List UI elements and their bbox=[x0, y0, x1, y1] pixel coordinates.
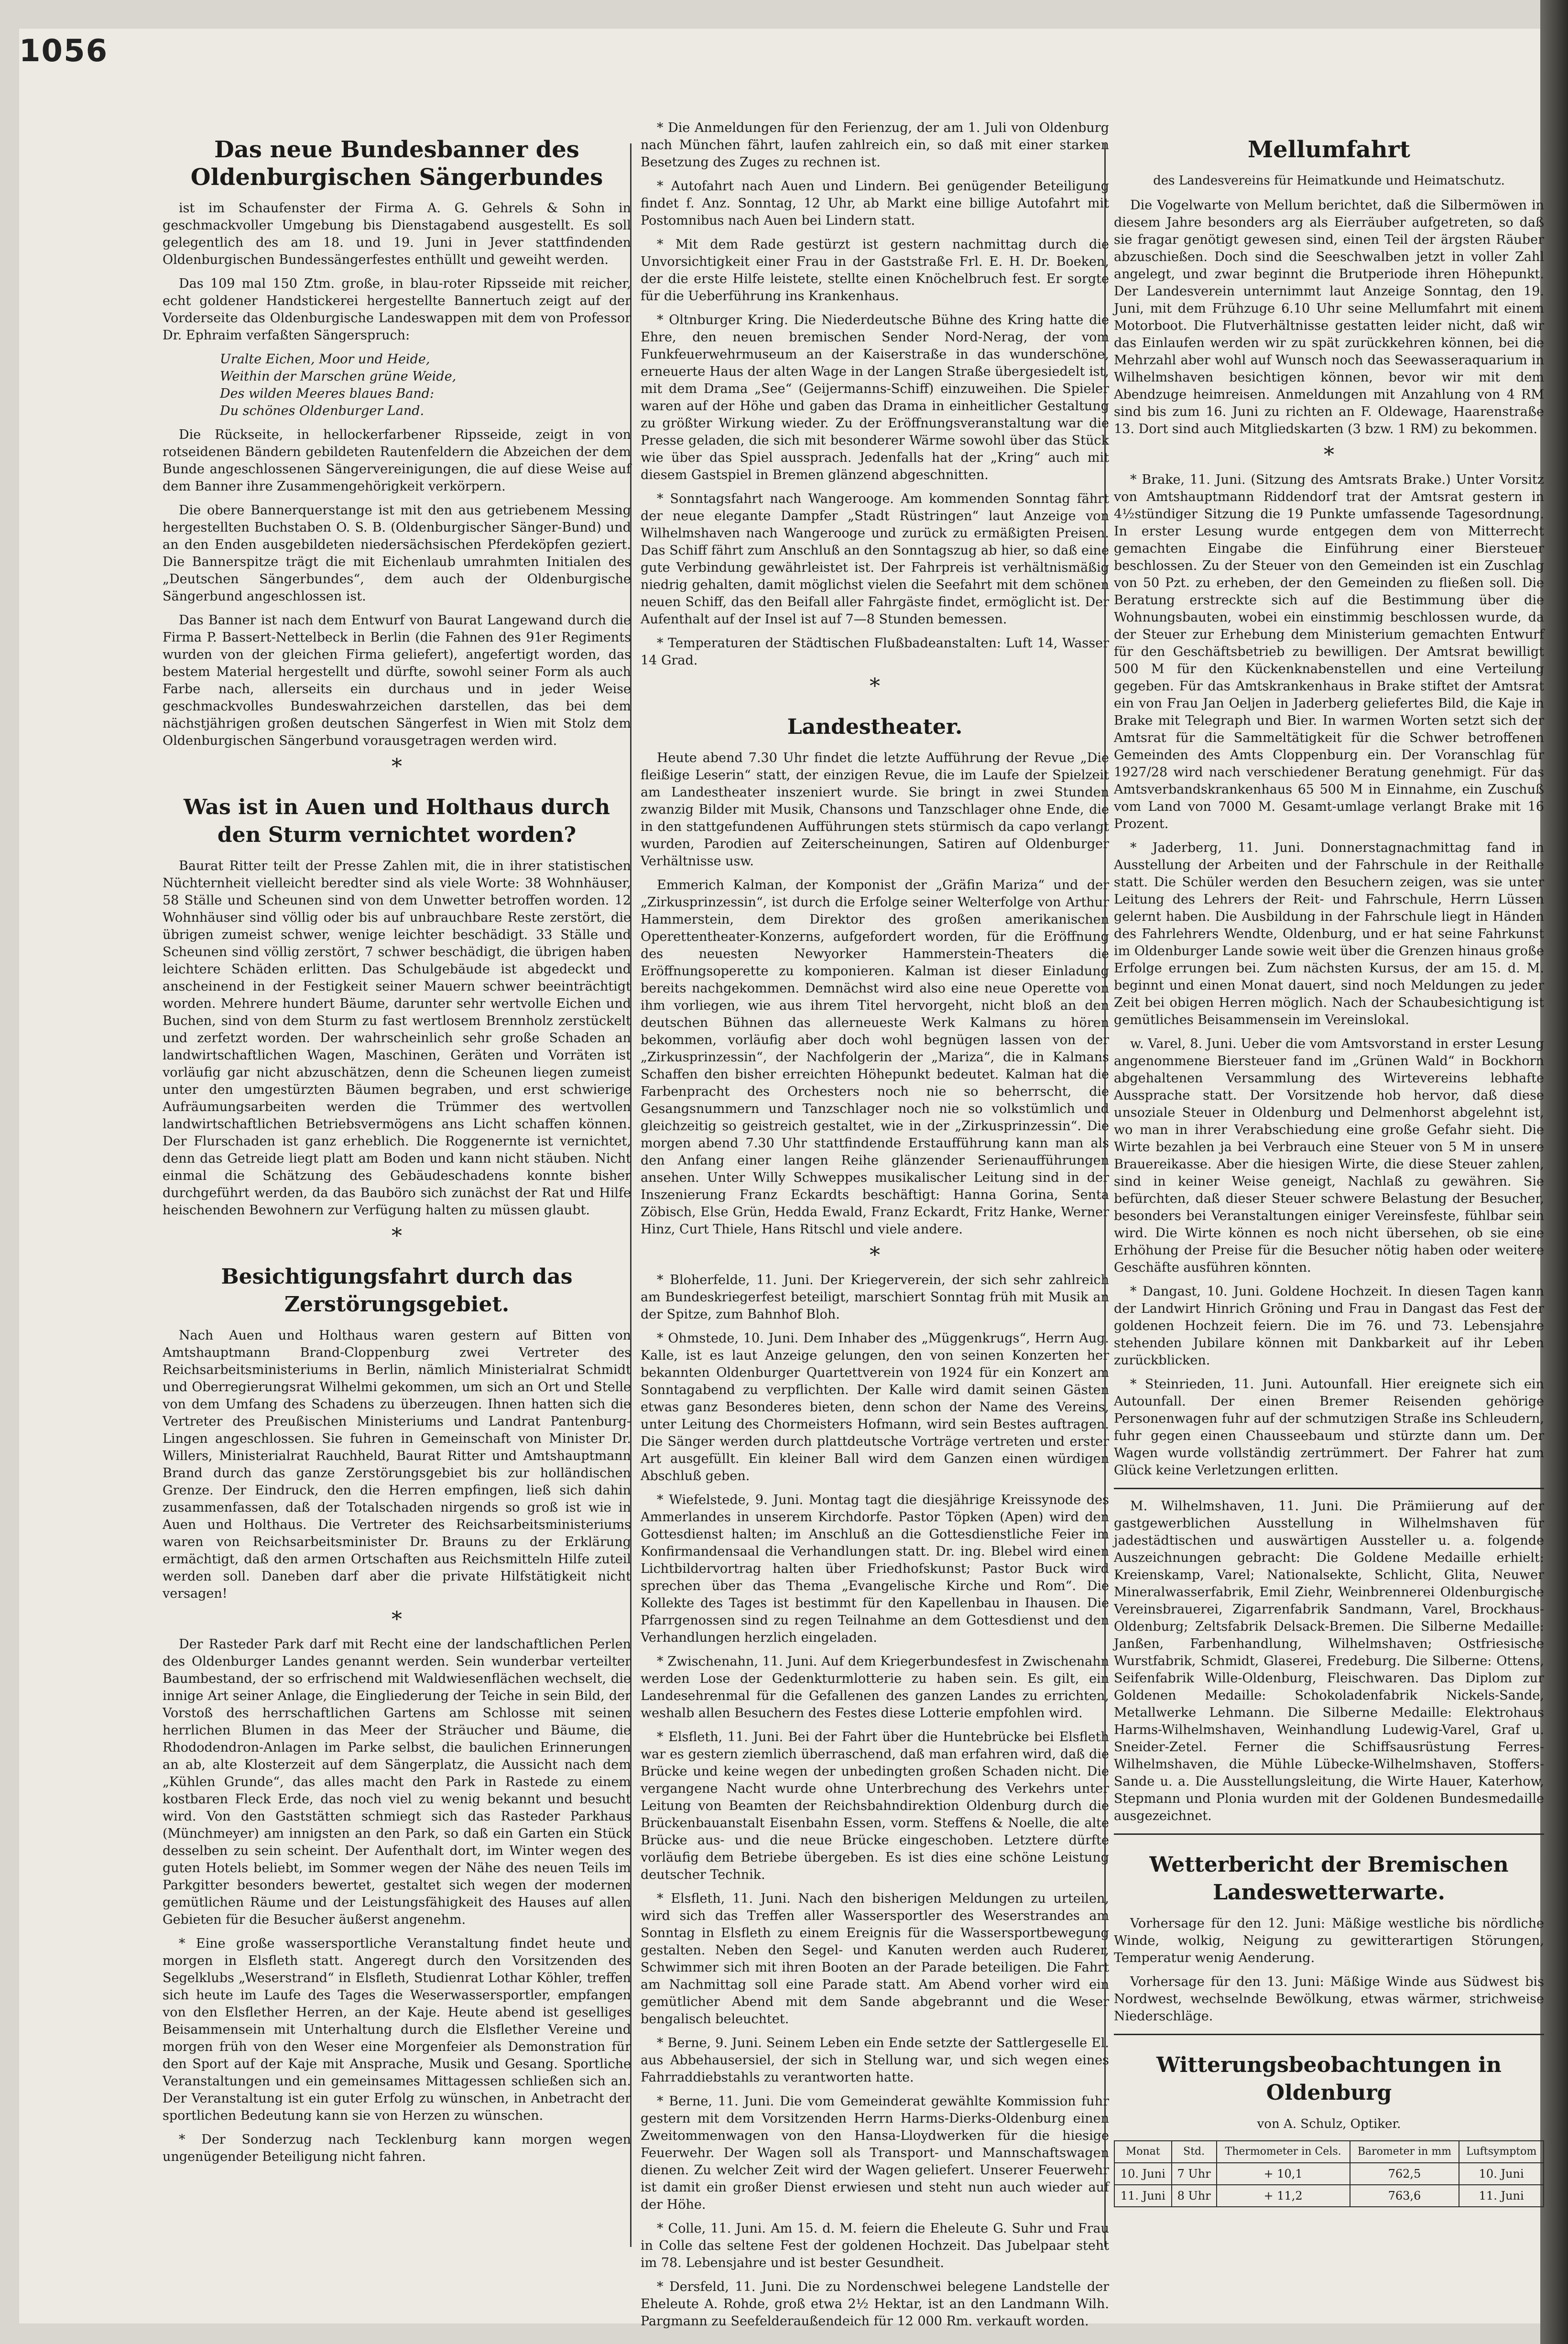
article-paragraph: Heute abend 7.30 Uhr findet die letzte Aufführung der Revue „Die fleißige Leserin“ statt, der einzigen Revue, die im Laufe der Spielzeit am Landestheater inszeniert wurde. Sie bringt in zwei Stunden zwanzig Bilder mit Musik, Chansons und Tanzschlager ohne Ende, die in den stattgefundenen Aufführungen stets stürmisch da capo verlangt wurden, Parodien auf Zeiterscheinungen, Satiren auf Oldenburger Verhältnisse usw. bbox=[641, 751, 1109, 869]
news-item: * Elsfleth, 11. Juni. Bei der Fahrt über die Huntebrücke bei Elsfleth war es gestern ziemlich überraschend, daß man erfahren wird, daß die Brücke und keine wegen der unbedingten großen Schaden nicht. Die vergangene Nacht wurde ohne Unterbrechung des Verkehrs unter Leitung von Beamten der Reichsbahndirektion Oldenburg durch die Brückenbauanstalt Eisenbahn Essen, vorm. Steffens & Noelle, die alte Brücke aus- und die neue Brücke eingeschoben. Letztere dürfte vorläufig dem Betriebe übergeben. Es ist dies eine schöne Leistung deutscher Technik. bbox=[641, 1730, 1109, 1882]
separator-star: * bbox=[870, 1243, 880, 1267]
separator-star: * bbox=[392, 1607, 402, 1632]
scan-edge bbox=[1540, 0, 1568, 2344]
headline-auen-holthaus: Was ist in Auen und Holthaus durch den Sturm vernichtet worden? bbox=[183, 795, 610, 847]
article-paragraph: Emmerich Kalman, der Komponist der „Gräfin Mariza“ und der „Zirkusprinzessin“, ist durch die Erfolge seiner Welterfolge von Arthur Hammerstein, dem Direktor des großen amerikanischen Operettentheater-Konzerns, aufgefordert worden, für die Eröffnung des neuesten Newyorker Hammerstein-Theaters die Eröffnungsoperette zu komponieren. Kalman ist dieser Einladung bereits nachgekommen. Demnächst wird also eine neue Operette von ihm vorliegen, wie aus ihrem Titel hervorgeht, nicht bloß an den deutschen Bühnen das allerneueste Werk Kalmans zu hören bekommen, vorläufig aber doch wohl begnügen lassen von der „Zirkusprinzessin“, der Nachfolgerin der „Mariza“, die in Kalmans Schaffen den bisher erreichten Höhepunkt bedeutet. Kalman hat die Farbenpracht des Orchesters noch nie so beherrscht, die Gesangsnummern und Tanzschlager noch nie so volkstümlich und gleichzeitig so geistreich gestaltet, wie in der „Zirkusprinzessin“. Die morgen abend 7.30 Uhr stattfindende Erstaufführung kann man als den Anfang einer langen Reihe glänzender Serienaufführungen ansehen. Unter Willy Schweppes musikalischer Leitung sind in der Inszenierung Franz Eckardts beschäftigt: Hanna Gorina, Senta Zöbisch, Else Grün, Hedda Ewald, Franz Eckardt, Fritz Hanke, Werner Hinz, Curt Thiele, Hans Ritschl und viele andere. bbox=[641, 878, 1109, 1237]
news-item: * Berne, 11. Juni. Die vom Gemeinderat gewählte Kommission fuhr gestern mit dem Vorsitzenden Herrn Harms-Dierks-Oldenburg einen Zweitommenwagen von den Hansa-Lloydwerken für die hiesige Feuerwehr. Der Wagen soll als Transport- und Mannschaftswagen dienen. Zu welcher Zeit wird der Wagen geliefert. Unserer Feuerwehr ist damit ein großer Dienst erwiesen und steht nun auch wieder auf der Höhe. bbox=[641, 2094, 1109, 2212]
column-2 bbox=[641, 120, 1109, 2337]
table-header: Luftsymptom bbox=[1459, 2141, 1544, 2163]
table-cell: 762,5 bbox=[1350, 2163, 1459, 2185]
headline-besichtigungsfahrt: Besichtigungsfahrt durch das Zerstörungsgebiet. bbox=[221, 1265, 573, 1317]
table-header: Monat bbox=[1114, 2141, 1172, 2163]
forecast-paragraph: Vorhersage für den 13. Juni: Mäßige Winde aus Südwest bis Nordwest, wechselnde Bewölkung, etwas wärmer, strichweise Niederschläge. bbox=[1114, 1974, 1544, 2024]
forecast-paragraph: Vorhersage für den 12. Juni: Mäßige westliche bis nördliche Winde, wolkig, Neigung zu gewitterartigen Störungen, Temperatur wenig Aenderung. bbox=[1114, 1916, 1544, 1965]
table-header: Std. bbox=[1172, 2141, 1217, 2163]
weather-table bbox=[1114, 2140, 1544, 2207]
headline-witterungsbeobachtungen: Witterungsbeobachtungen in Oldenburg bbox=[1156, 2053, 1502, 2105]
table-cell: 11. Juni bbox=[1114, 2185, 1172, 2207]
news-item: * Mit dem Rade gestürzt ist gestern nachmittag durch die Unvorsichtigkeit einer Frau in der Gaststraße Frl. E. H. Dr. Boeken, der die erste Hilfe leistete, stellte einen Knöchelbruch fest. Er sorgte für die Ueberführung ins Krankenhaus. bbox=[641, 237, 1109, 304]
article-paragraph: Die Vogelwarte von Mellum berichtet, daß die Silbermöwen in diesem Jahre besonders arg als Eierräuber aufgetreten, so daß sie fragar genötigt gewesen sind, einen Teil der ärgsten Räuber abzuschießen. Doch sind die Seeschwalben jetzt in voller Zahl angelegt, und zwar beginnt die Brutperiode ihren Höhepunkt. Der Landesverein unternimmt laut Anzeige Sonntag, den 19. Juni, mit dem Frühzuge 6.10 Uhr seine Mellumfahrt mit einem Motorboot. Die Flutverhältnisse gestatten leider nicht, daß wir das Einlaufen werden wir zu spät zurückkehren können, bei die Mehrzahl aber wohl auf Wunsch noch das Seewasseraquarium in Wilhelmshaven besichtigen können, bevor wir mit dem Abendzuge heimreisen. Anmeldungen mit Anzahlung von 4 RM sind bis zum 16. Juni zu richten an F. Oldewage, Haarenstraße 13. Dort sind auch Mitgliedskarten (3 bzw. 1 RM) zu bekommen. bbox=[1114, 198, 1544, 436]
article-paragraph: Das 109 mal 150 Ztm. große, in blau-roter Ripsseide mit reicher, echt goldener Handstickerei hergestellte Bannertuch zeigt auf der Vorderseite das Oldenburgische Landeswappen mit dem von Professor Dr. Ephraim verfaßten Sängerspruch: bbox=[163, 276, 631, 343]
divider bbox=[1114, 1833, 1544, 1835]
news-item: M. Wilhelmshaven, 11. Juni. Die Prämiierung auf der gastgewerblichen Ausstellung in Wilhelmshaven für jadestädtischen und auswärtigen Aussteller u. a. folgende Auszeichnungen gebracht: Die Goldene Medaille erhielt: Kreienskamp, Varel; Nationalsekte, Schlicht, Glita, Neuwer Mineralwasserfabrik, Emil Ziehr, Weinbrennerei Oldenburgische Vereinsbrauerei, Zigarrenfabrik Sandmann, Varel, Brockhaus-Oldenburg; Zeltsfabrik Delsack-Bremen. Die Silberne Medaille: Janßen, Farbenhandlung, Wilhelmshaven; Ostfriesische Wurstfabrik, Schmidt, Glaserei, Fredeburg. Die Silberne: Ottens, Seifenfabrik Wille-Oldenburg, Fleischwaren. Das Diplom zur Goldenen Medaille: Schokoladenfabrik Nickels-Sande, Metallwerke Lehmann. Die Silberne Medaille: Elektrohaus Harms-Wilhelmshaven, Weinhandlung Ludewig-Varel, Graf u. Sneider-Zetel. Ferner die Schiffsausrüstung Ferres-Wilhelmshaven, die Mühle Lübecke-Wilhelmshaven, Stoffers-Sande u. a. Die Ausstellungsleitung, die Wirte Hauer, Katerhow, Stepmann und Plonia wurden mit der Goldenen Bundesmedaille ausgezeichnet. bbox=[1114, 1499, 1544, 1823]
news-item: * Colle, 11. Juni. Am 15. d. M. feiern die Eheleute G. Suhr und Frau in Colle das seltene Fest der goldenen Hochzeit. Das Jubelpaar steht im 78. Lebensjahre und ist bester Gesundheit. bbox=[641, 2221, 1109, 2270]
divider bbox=[1114, 1488, 1544, 1489]
page-number: 1056 bbox=[19, 33, 109, 69]
table-header: Barometer in mm bbox=[1350, 2141, 1459, 2163]
subheadline: von A. Schulz, Optiker. bbox=[1257, 2117, 1401, 2131]
news-item: * Sonntagsfahrt nach Wangerooge. Am kommenden Sonntag fährt der neue elegante Dampfer „Stadt Rüstringen“ laut Anzeige von Wilhelmshaven nach Wangerooge und zurück zu ermäßigten Preisen. Das Schiff fährt zum Anschluß an den Sonntagszug ab hier, so daß eine gute Verbindung gewährleistet ist. Der Fahrpreis ist verhältnismäßig niedrig gehalten, damit möglichst vielen die Seefahrt mit dem schönen neuen Schiff, das den Beifall aller Fahrgäste findet, ermöglicht ist. Der Aufenthalt auf der Insel ist auf 7—8 Stunden bemessen. bbox=[641, 491, 1109, 627]
news-item: * Brake, 11. Juni. (Sitzung des Amtsrats Brake.) Unter Vorsitz von Amtshauptmann Riddendorf trat der Amtsrat gestern in 4½stündiger Sitzung die 19 Punkte umfassende Tagesordnung. In erster Lesung wurde entgegen dem von Mitterrecht gemachten Eingabe die Einführung einer Biersteuer beschlossen. Zu der Steuer von den Gemeinden ist ein Zuschlag von 50 Pzt. zu erheben, der den Gemeinden zu fließen soll. Die Beratung erstreckte sich auf die Bestimmung über die Wohnungsbauten, wobei ein einstimmig beschlossen wurde, da der Steuer zur Erhebung dem Ministerium gemachten Entwurf für den Geschäftsbetrieb zu bewilligen. Der Amtsrat bewilligt 500 M für den Kückenknabenstellen und eine Verteilung gegeben. Für das Amtskrankenhaus in Brake stiftet der Amtsrat ein von Frau Jan Oeljen in Jaderberg geliefertes Bild, die Kaje in Brake mit Telegraph und Bier. In warmen Worten setzt sich der Amtsrat für die Sammeltätigkeit für die Schwer betroffenen Gemeinden des Amts Cloppenburg ein. Der Voranschlag für 1927/28 wird nach verschiedener Beratung genehmigt. Für das Amtsverbandskrankenhaus 65 500 M in Einnahme, ein Zuschuß vom Land von 7000 M. Gesamt-umlage verlangt Brake mit 16 Prozent. bbox=[1114, 472, 1544, 831]
article-paragraph: Das Banner ist nach dem Entwurf von Baurat Langewand durch die Firma P. Bassert-Nettelbeck in Berlin (die Fahnen des 91er Regiments wurden von der gleichen Firma geliefert), angefertigt worden, das bestem Material hergestellt und dürfte, sowohl seiner Form als auch Farbe nach, allerseits ein durchaus und in jeder Weise geschmackvolles Bundeswahrzeichen darstellen, das bei dem nächstjährigen großen deutschen Sängerfest in Wien mit Stolz dem Oldenburgischen Sängerbund vorausgetragen werden wird. bbox=[163, 613, 631, 748]
poem-line: Uralte Eichen, Moor und Heide, bbox=[220, 352, 430, 367]
article-paragraph: Die obere Bannerquerstange ist mit den aus getriebenem Messing hergestellten Buchstaben O. S. B. (Oldenburgischer Sänger-Bund) und an den Enden ausgebildeten niedersächsischen Pferdeköpfen geziert. Die Bannerspitze trägt die mit Eichenlaub umrahmten Initialen des „Deutschen Sängerbundes“, dem auch der Oldenburgische Sängerbund angeschlossen ist. bbox=[163, 503, 631, 604]
table-cell: 10. Juni bbox=[1114, 2163, 1172, 2185]
news-item: * Elsfleth, 11. Juni. Nach den bisherigen Meldungen zu urteilen, wird sich das Treffen aller Wassersportler des Weserstrandes am Sonntag in Elsfleth zu einem Ereignis für die Wassersportbewegung gestalten. Neben den Segel- und Kanuten werden auch Ruderer, Schwimmer sich mit ihren Booten an der Parade beteiligen. Die Fahrt am Nachmittag soll eine Parade statt. Am Abend vorher wird ein gemütlicher Abend mit dem Sande abgebrannt und die Weser bengalisch beleuchtet. bbox=[641, 1891, 1109, 2027]
news-item: * Bloherfelde, 11. Juni. Der Kriegerverein, der sich sehr zahlreich am Bundeskriegerfest beteiligt, marschiert Sonntag früh mit Musik an der Spitze, zum Bahnhof Bloh. bbox=[641, 1273, 1109, 1322]
poem-line: Des wilden Meeres blaues Band: bbox=[220, 386, 435, 401]
news-item: * Zwischenahn, 11. Juni. Auf dem Kriegerbundesfest in Zwischenahn werden Lose der Gedenkturmlotterie zu haben sein. Es gilt, ein Landesehrenmal für die Gefallenen des ganzen Landes zu errichten, weshalb allen Besuchern des Festes diese Lotterie empfohlen wird. bbox=[641, 1654, 1109, 1721]
news-item: * Ohmstede, 10. Juni. Dem Inhaber des „Müggenkrugs“, Herrn Aug. Kalle, ist es laut Anzeige gelungen, den von seinen Konzerten her bekannten Oldenburger Quartettverein von 1924 für ein Konzert am Sonntagabend zu verpflichten. Der Kalle wird damit seinen Gästen etwas ganz Besonderes bieten, denn schon der Name des Vereins, unter Leitung des Chormeisters Hofmann, wird sein Bestes auftragen. Die Sänger werden durch plattdeutsche Vorträge vertreten und erster Art ausgefüllt. Ein kleiner Ball wird dem Ganzen einen würdigen Abschluß geben. bbox=[641, 1331, 1109, 1483]
news-item: * Wiefelstede, 9. Juni. Montag tagt die diesjährige Kreissynode des Ammerlandes in unserem Kirchdorfe. Pastor Töpken (Apen) wird den Gottesdienst halten; im Anschluß an die Gottesdienstliche Feier im Konfirmandensaal die Verhandlungen statt. Dr. ing. Blebel wird einen Lichtbildervortrag halten über Friedhofskunst; Pastor Buck wird sprechen über das Thema „Evangelische Kirche und Rom“. Die Kollekte des Tages ist bestimmt für den Kapellenbau in Ihausen. Die Pfarrgenossen sind zu regen Teilnahme an dem Gottesdienst und den Verhandlungen herzlich eingeladen. bbox=[641, 1493, 1109, 1645]
table-cell: 763,6 bbox=[1350, 2185, 1459, 2207]
news-item: * Die Anmeldungen für den Ferienzug, der am 1. Juli von Oldenburg nach München fährt, laufen zahlreich ein, so daß mit einer starken Besetzung des Zuges zu rechnen ist. bbox=[641, 120, 1109, 170]
news-item: * Dangast, 10. Juni. Goldene Hochzeit. In diesen Tagen kann der Landwirt Hinrich Gröning und Frau in Dangast das Fest der goldenen Hochzeit feiern. Die im 76. und 73. Lebensjahre stehenden Jubilare können mit Dankbarkeit auf ihr Leben zurückblicken. bbox=[1114, 1284, 1544, 1368]
table-header-row bbox=[1114, 2141, 1544, 2163]
news-item: * Steinrieden, 11. Juni. Autounfall. Hier ereignete sich ein Autounfall. Der einen Bremer Reisenden gehörige Personenwagen fuhr auf der schmutzigen Straße ins Schleudern, fuhr gegen einen Chausseebaum und stürzte dann um. Der Wagen wurde vollständig zertrümmert. Der Fahrer hat zum Glück keine Verletzungen erlitten. bbox=[1114, 1377, 1544, 1478]
article-paragraph: ist im Schaufenster der Firma A. G. Gehrels & Sohn in geschmackvoller Umgebung bis Dienstagabend ausgestellt. Es soll gelegentlich des am 18. und 19. Juni in Jever stattfindenden Oldenburgischen Bundessängerfestes enthüllt und geweiht werden. bbox=[163, 201, 631, 267]
table-row bbox=[1114, 2185, 1544, 2207]
news-item: w. Varel, 8. Juni. Ueber die vom Amtsvorstand in erster Lesung angenommene Biersteuer fand im „Grünen Wald“ in Bockhorn abgehaltenen Versammlung des Wirtevereins lebhafte Aussprache statt. Der Vorsitzende hob hervor, daß diese unsoziale Steuer in Oldenburg und Delmenhorst abgelehnt ist, wo man in ihrer Verabschiedung eine große Gefahr sieht. Die Wirte bezahlen ja bei Verbrauch eine Steuer von 5 M in unsere Brauereikasse. Aber die hiesigen Wirte, die diese Steuer zahlen, sind in keiner Weise geneigt, Nachlaß zu gewähren. Sie befürchten, daß dieser Steuer schwere Belastung der Besucher, besonders bei Veranstaltungen einiger Vereinsfeste, fühlbar sein wird. Die Wirte können es noch nicht übersehen, ob sie eine Erhöhung der Preise für die Besucher nötig haben oder weitere Geschäfte ausführen könnten. bbox=[1114, 1036, 1544, 1275]
article-paragraph: Der Rasteder Park darf mit Recht eine der landschaftlichen Perlen des Oldenburger Landes genannt werden. Sein wunderbar verteilter Baumbestand, der so erfrischend mit Waldwiesenflächen wechselt, die innige Art seiner Anlage, die Eingliederung der Teiche in sein Bild, der Vorstoß des herrschaftlichen Gartens am Schlosse mit seinen herrlichen Blumen in das Meer der Sträucher und Bäume, die Rhododendron-Anlagen im Parke selbst, die baulichen Erinnerungen an ab, alte Klosterzeit auf dem Sängerplatz, die Aussicht nach dem „Kühlen Grunde“, das alles macht den Park in Rastede zu einem kostbaren Fleck Erde, das noch viel zu wenig bekannt und besucht wird. Von den Gaststätten schmiegt sich das Rasteder Parkhaus (Münchmeyer) am innigsten an den Park, so daß ein Garten ein Stück desselben zu sein scheint. Der Aufenthalt dort, im Winter wegen des guten Hotels beliebt, im Sommer wegen der Nähe des neuen Teils im Parkgitter besonders bewertet, gestaltet sich wegen der modernen gemütlichen Räume und der Leistungsfähigkeit des Hauses auf allen Gebieten für die Besucher äußerst angenehm. bbox=[163, 1637, 631, 1927]
divider bbox=[1114, 2034, 1544, 2035]
subheadline: des Landesvereins für Heimatkunde und Heimatschutz. bbox=[1153, 174, 1505, 188]
article-paragraph: Die Rückseite, in hellockerfarbener Ripsseide, zeigt in von rotseidenen Bändern gebildeten Rautenfeldern die Abzeichen der dem Bunde angeschlossenen Sängervereinigungen, die auf diese Weise auf dem Banner ihre Zusammengehörigkeit verkörpern. bbox=[163, 427, 631, 494]
headline-wetterbericht: Wetterbericht der Bremischen Landeswetterwarte. bbox=[1149, 1853, 1509, 1905]
news-item: * Berne, 9. Juni. Seinem Leben ein Ende setzte der Sattlergeselle El. aus Abbehausersiel, der sich in Stellung war, und sich wegen eines Fahrraddiebstahls zu verantworten hatte. bbox=[641, 2036, 1109, 2085]
article-paragraph: * Der Sonderzug nach Tecklenburg kann morgen wegen ungenügender Beteiligung nicht fahren. bbox=[163, 2132, 631, 2164]
news-item: * Temperaturen der Städtischen Flußbadeanstalten: Luft 14, Wasser 14 Grad. bbox=[641, 636, 1109, 668]
table-header: Thermometer in Cels. bbox=[1217, 2141, 1350, 2163]
table-cell: + 10,1 bbox=[1217, 2163, 1350, 2185]
headline-mellumfahrt: Mellumfahrt bbox=[1248, 136, 1410, 163]
news-item: * Oltnburger Kring. Die Niederdeutsche Bühne des Kring hatte die Ehre, den neuen bremischen Sender Nord-Nerag, der vom Funkfeuerwehrmuseum an der Kaiserstraße in das wunderschöne, erneuerte Haus der alten Wage in der Langen Straße übergesiedelt ist, mit dem Drama „See“ (Geijermanns-Schiff) einzuweihen. Die Spieler waren auf der Höhe und gaben das Drama in einheitlicher Gestaltung zu größter Wirkung wieder. Zu der Eröffnungsveranstaltung war die Presse geladen, die sich mit besonderer Wärme sowohl über das Stück wie über das Spiel aussprach. Jedenfalls hat der „Kring“ auch mit diesem Gastspiel in Bremen glänzend abgeschnitten. bbox=[641, 313, 1109, 482]
separator-star: * bbox=[392, 1224, 402, 1248]
poem-line: Weithin der Marschen grüne Weide, bbox=[220, 369, 457, 384]
separator-star: * bbox=[870, 674, 880, 698]
table-cell: 10. Juni bbox=[1459, 2163, 1544, 2185]
column-3 bbox=[1114, 120, 1544, 2207]
separator-star: * bbox=[1324, 443, 1334, 467]
news-item: * Dersfeld, 11. Juni. Die zu Nordenschwei belegene Landstelle der Eheleute A. Rohde, groß etwa 2½ Hektar, ist an den Landmann Wilh. Pargmann zu Seefelderaußendeich für 12 000 Rm. verkauft worden. bbox=[641, 2279, 1109, 2329]
article-paragraph: Baurat Ritter teilt der Presse Zahlen mit, die in ihrer statistischen Nüchternheit vielleicht beredter sind als viele Worte: 38 Wohnhäuser, 58 Ställe und Scheunen sind von dem Unwetter betroffen worden. 12 Wohnhäuser sind völlig oder bis auf unbrauchbare Reste zerstört, die übrigen zumeist schwer, wenige leichter beschädigt. 33 Ställe und Scheunen sind völlig zerstört, 7 schwer beschädigt, die übrigen haben leichtere Schäden erlitten. Das Schulgebäude ist abgedeckt und anscheinend in der Festigkeit seiner Mauern schwer beeinträchtigt worden. Mehrere hundert Bäume, darunter sehr wertvolle Eichen und Buchen, sind von dem Sturm zu fast wertlosem Brennholz zerstückelt und zerfetzt worden. Der wahrscheinlich sehr große Schaden an landwirtschaftlichen Wagen, Maschinen, Geräten und Vorräten ist vorläufig gar nicht abzuschätzen, denn die Scheunen liegen zumeist unter den umgestürzten Bäumen begraben, und erst schwierige Aufräumungsarbeiten werden die Trümmer des wertvollen landwirtschaftlichen Betriebsvermögens ans Licht schaffen können. Der Flurschaden ist ganz erheblich. Die Roggenernte ist vernichtet, denn das Getreide liegt platt am Boden und kann nicht stäuben. Nicht einmal die Schätzung des Gebäudeschadens konnte bisher durchgeführt werden, da das Bauböro sich zunächst der Rat und Hilfe heischenden Bewohnern zur Verfügung halten zu müssen glaubt. bbox=[163, 859, 631, 1218]
poem bbox=[220, 351, 631, 420]
article-paragraph: * Eine große wassersportliche Veranstaltung findet heute und morgen in Elsfleth statt. Angeregt durch den Vorsitzenden des Segelklubs „Weserstrand“ in Elsfleth, Studienrat Lothar Köhler, treffen sich heute im Laufe des Tages die Weserwassersportler, empfangen von den Elsflether Herren, an der Kaje. Heute abend ist geselliges Beisammensein mit Unterhaltung durch die Elsflether Vereine und morgen früh von den Weser eine Morgenfeier als Demonstration für den Sport auf der Kaje mit Ansprache, Musik und Gesang. Sportliche Veranstaltungen und ein gemeinsames Mittagessen schließen sich an. Der Veranstaltung ist ein guter Erfolg zu wünschen, in Anbetracht der sportlichen Bedeutung kann sie von Herzen zu wünschen. bbox=[163, 1936, 631, 2123]
news-item: * Jaderberg, 11. Juni. Donnerstagnachmittag fand in Ausstellung der Arbeiten und der Fahrschule in der Reithalle statt. Die Schüler werden den Besuchern zeigen, was sie unter Leitung des Lehrers der Reit- und Fahrschule, Herrn Lüssen gelernt haben. Die Ausbildung in der Fahrschule liegt in Händen des Fahrlehrers Wendte, Oldenburg, und er hat seine Fahrkunst im Oldenburger Lande sowie weit über die Grenzen hinaus große Erfolge errungen bei. Zum nächsten Kursus, der am 15. d. M. beginnt und einen Monat dauert, sind noch Meldungen zu jeder Zeit bei obigen Herren möglich. Nach der Schaubesichtigung ist gemütliches Beisammensein im Vereinslokal. bbox=[1114, 840, 1544, 1027]
poem-line: Du schönes Oldenburger Land. bbox=[220, 403, 425, 418]
separator-star: * bbox=[392, 754, 402, 779]
headline-landestheater: Landestheater. bbox=[787, 715, 963, 739]
table-row bbox=[1114, 2163, 1544, 2185]
headline-bundesbanner: Das neue Bundesbanner des Oldenburgischen Sängerbundes bbox=[190, 136, 603, 191]
news-item: * Autofahrt nach Auen und Lindern. Bei genügender Beteiligung findet f. Anz. Sonntag, 12 Uhr, ab Markt eine billige Autofahrt mit Postomnibus nach Auen bei Lindern statt. bbox=[641, 179, 1109, 228]
table-cell: 7 Uhr bbox=[1172, 2163, 1217, 2185]
article-paragraph: Nach Auen und Holthaus waren gestern auf Bitten von Amtshauptmann Brand-Cloppenburg zwei Vertreter des Reichsarbeitsministeriums in Berlin, nämlich Ministerialrat Schmidt und Oberregierungsrat Wilhelmi gekommen, um sich an Ort und Stelle von dem Umfang des Schadens zu überzeugen. Ihnen hatten sich die Vertreter des Preußischen Ministeriums und Landrat Pantenburg-Lingen angeschlossen. Sie fuhren in Gemeinschaft von Minister Dr. Willers, Ministerialrat Rauchheld, Baurat Ritter und Amtshauptmann Brand durch das ganze Zerstörungsgebiet bis zur holländischen Grenze. Der Eindruck, den die Herren empfingen, ließ sich dahin zusammenfassen, daß der Totalschaden nirgends so groß ist wie in Auen und Holthaus. Die Vertreter des Reichsarbeitsministeriums waren von Reichsarbeitsminister Dr. Brauns zu der Erklärung ermächtigt, daß den armen Ortschaften aus Reichsmitteln Hilfe zuteil werden soll. Daneben darf aber die private Hilfstätigkeit nicht versagen! bbox=[163, 1328, 631, 1601]
table-cell: 8 Uhr bbox=[1172, 2185, 1217, 2207]
column-1 bbox=[163, 120, 631, 2172]
table-cell: 11. Juni bbox=[1459, 2185, 1544, 2207]
table-cell: + 11,2 bbox=[1217, 2185, 1350, 2207]
